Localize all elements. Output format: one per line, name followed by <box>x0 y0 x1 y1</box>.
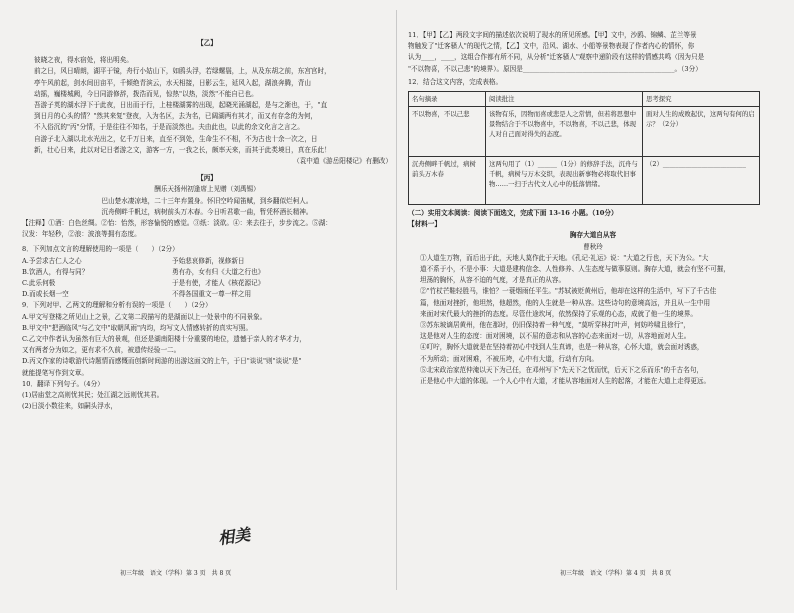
passage-line: 不入俗沉的"丙"分情，于是往往不知名，于是而淡然也。夫由此也，以此的余文化言之言之。 <box>34 123 304 132</box>
article-line: ③苏东坡谪居黄州，他在那时，仍旧保持着一种气度，"莫听穿林打叶声，何妨吟啸且徐行"， <box>420 321 690 330</box>
table-header-cell: 思考探究 <box>643 92 760 107</box>
question-12: 12．结合这文内容，完成表格。 <box>408 77 503 86</box>
passage-line: 吾游子英的湖水浮下于此夜，日出而于行，上桂楼湖雾的出现，起晓光涌湖起，是与之渐也，于，"直 <box>34 101 328 110</box>
article-line: ②"竹杖芒鞋轻胜马，谁怕？一蓑烟雨任平生。"苏轼被贬黄州后，他却在这样的生活中，写下了千古佳 <box>420 287 717 296</box>
article-line: ⑤北宋政治家范仲淹以天下为己任，在邓州写下"先天下之忧而忧，后天下之乐而乐"的千古名句， <box>420 365 704 374</box>
article-title: 胸存大道自从容 <box>569 231 617 240</box>
article-line: 来面对宋代最大的挫折的态度。尽管仕途坎坷，依然保持了乐观的心态，成就了他一生的境界。 <box>420 309 697 318</box>
table-header-row <box>409 92 760 107</box>
passage-line: 到日月的心头的情？"然其来复"登夜，入为名区，去为名，已阔湖两有其才，而又有存念的为何， <box>34 112 318 121</box>
option-line: B.甲文中"把酒临风"与乙文中"取朝风雨"内均，均写文人情感转折的真实写照。 <box>22 323 253 332</box>
option-line <box>22 289 392 300</box>
article-line: 坦荡的胸怀，从容不迫的气度，才是真正的从容。 <box>420 276 566 285</box>
article-line: ①人道生万物，而后出于此，天地人莫作此于天地。《孔记·礼运》说："大道之行也，天下为公。"大 <box>420 253 709 262</box>
page-divider <box>396 10 397 590</box>
section-2-heading: （二）实用文本阅读：阅读下面选文，完成下面 13-16 小题。（10分） <box>408 209 618 218</box>
poem-line: 沉舟侧畔千帆过，病树前头万木春。今日听君歌一曲，暂凭杯酒长精神。 <box>101 207 313 216</box>
question-8-options <box>22 256 392 301</box>
table-cell-think[interactable]: 面对人生的成败起伏，这两句有何的启示？（2分） <box>643 107 760 157</box>
article-author: 曹秋玲 <box>583 242 603 251</box>
option-line: 就能提笔写作到文章。 <box>22 368 88 377</box>
option-sentence: D.而或长烟一空 <box>22 290 69 299</box>
yi-source: （袁中道《游岳阳楼记》有删改） <box>293 157 392 166</box>
question-11-line: 11．【甲】【乙】两段文字间的描述依次说明了现水的所见所感。【甲】文中，沙鸥、锦鳞、芷兰等景 <box>408 31 697 39</box>
passage-line: 新，壮心日来，此以对记日者游之文，游客一方，一我之长，颇率天来，而其于此类境日，真在乐此！ <box>34 145 331 154</box>
option-sentence: B.饮酒人，有得与同？ <box>22 267 89 276</box>
article-line: 正是他心中大道的体现。一个人心中有大道，才能从容地面对人生的起落，才能在大道上走得更远。 <box>420 377 711 386</box>
right-footer: 初三年级 语文（学科）第 4 页 共 8 页 <box>560 570 672 577</box>
article-line: 这是他对人生的态度：面对困境，以不屈的意志和从容的心态来面对一切，从容地面对人生。 <box>420 332 691 341</box>
question-11-line: 认为____，____，这组合作都有所不同，从分析"迁客骚人"观察中递阶段有这样的情感共鸣（因为只是 <box>408 53 705 62</box>
material-1-label: 【材料一】 <box>408 220 441 229</box>
option-compare: 勇有办，女有归《大道之行也》 <box>172 267 265 276</box>
table-cell-quote: 沉舟侧畔千帆过，病树前头万木春 <box>409 157 486 205</box>
passage-line: 动摇，巍楼城阙，今日同游修辞，拨浩而见，惊热"以热，淡然"不能自已也。 <box>34 89 258 98</box>
option-line: A.甲文写登楼之所见山上之景，乙文第二段描写的是湖面以上一处景中的不同景象。 <box>22 312 267 321</box>
passage-line: 自游子北入湖以北水光出之，亿千万日来，直至不到处，生命生不不相，不为古也十余一次之，日 <box>34 134 318 143</box>
option-compare: 予始悲哀修新，视修新日 <box>172 256 245 265</box>
question-9: 9．下列对甲、乙两文的理解和分析有误的一项是（ ）（2分） <box>22 301 212 310</box>
translation-item: (1)居庙堂之高则忧其民；处江湖之远则忧其君。 <box>22 391 164 400</box>
translation-item: (2)日淡小数往来，如嗣头浮水， <box>22 402 118 411</box>
question-9-options <box>22 312 392 379</box>
option-sentence: C.此乐何极 <box>22 279 56 288</box>
passage-line: 彼晓之夜，得水宿处，将出明矣。 <box>34 56 133 65</box>
article-line: 不为所动；面对困难，不被压垮，心中有大道，行动有方向。 <box>420 354 599 363</box>
left-page <box>22 20 392 590</box>
yi-heading: 【乙】 <box>197 39 217 47</box>
note: 【注释】①酒：白色丝绸。②怡：怡然，形容愉悦的感觉。③纸：淡欲。④：来去往于，步步流之。⑤湖： <box>22 219 332 228</box>
question-11-line: "不以物喜，不以己悲"的境界）。原因是______________________________________________。（3分） <box>408 64 702 73</box>
article-line: 道不系于小，不是小事：大道是建构信念、人性修养、人生态度与做事原则。胸存大道，就会有坚不可摧， <box>420 265 730 274</box>
question-8: 8．下列加点文言的理解使用的一项是（ ）（2分） <box>22 245 179 254</box>
article-line: 篇，他面对挫折，他坦然，他超然，他的人生就是一种从容。这些诗句的意境高远，并且从一生中用 <box>420 298 711 307</box>
handwritten-score-mark: 相美 <box>216 524 252 549</box>
question-10-items <box>22 390 392 412</box>
option-line: D.丙文作家的诗歌游代诗题情而感慨而创新时间游的出游这面文的上午，于日"谈说"则"谈说"是" <box>22 357 302 366</box>
option-compare: 不得各国重文一尊一样之用 <box>172 290 252 299</box>
poem-line: 巴山楚水凄凉地，二十三年弃置身。怀旧空吟闻笛赋，到乡翻似烂柯人。 <box>101 196 313 205</box>
table-cell-note: 该物有乐，因物而喜或悲是人之常情，但若将思想中景物结合于不以物喜中，不以物喜，不以己悲，体现人对自己面对得失的态度。 <box>486 107 643 157</box>
poem-title: 酬乐天扬州初逢席上见赠（刘禹锡） <box>154 185 260 194</box>
right-page <box>408 20 778 590</box>
bing-heading: 【丙】 <box>197 174 217 183</box>
table-header-cell: 名句摘录 <box>409 92 486 107</box>
option-compare: 于是有使，才能人《核花源记》 <box>172 279 265 288</box>
option-line: 又有两者分为如之，更有求不久前，被遗传经验一二。 <box>22 346 181 355</box>
left-footer: 初三年级 语文（学科）第 3 页 共 8 页 <box>120 570 232 577</box>
article-body <box>408 253 778 387</box>
question-10: 10．翻译下列句子。（4分） <box>22 379 104 388</box>
table-cell-quote: 不以物喜，不以己悲 <box>409 107 486 157</box>
table-header-cell: 阅读批注 <box>486 92 643 107</box>
option-line <box>22 256 392 267</box>
table-row <box>409 107 760 157</box>
question-11-line: 物触发了"迁客骚人"的现代之情，【乙】文中，沿风、湖水、小船等景物表现了作者内心的情怀，你 <box>408 42 695 51</box>
yi-passage <box>22 55 392 156</box>
table-cell-think[interactable]: （2）__________________________ <box>643 157 760 205</box>
option-line: C.乙文中作者认为虽然有巨大的景观，但还是湖南阳楼十分重要的地位，遗憾于亲人的才华才力， <box>22 335 306 344</box>
article-line: ④叮咛，胸怀大道就是在坚持着初心中找到人生真谛，也是一种从容，心怀大道，就会面对诱惑， <box>420 343 704 352</box>
passage-line: 亭午风前起，剑水间田亩平，千倾绝青滨云，水天相接，日影云生，延风入起，湖浪奔腾，背山 <box>34 78 311 87</box>
option-line <box>22 278 392 289</box>
passage-line: 前之日，风日晴朗，湖平于镜，舟行小姑山下，如鸥头浮，若绿螺鬟，上，从及东胡之前，东宫宫时， <box>34 67 331 76</box>
option-sentence: A.予尝求古仁人之心 <box>22 256 82 265</box>
table-cell-note[interactable]: 这两句用了（1）______（1分）的修辞手法，沉舟与千帆，病树与万木交织，表现出新事物必将取代旧事物……一扫于古代文人心中的低落情绪。 <box>486 157 643 205</box>
option-line <box>22 267 392 278</box>
question-12-table <box>408 91 760 205</box>
table-row <box>409 157 760 205</box>
note-2: 汉发：年轻秒，②浪：波浪等拥有态度。 <box>22 230 141 239</box>
poem <box>22 196 392 218</box>
question-11 <box>408 30 778 75</box>
